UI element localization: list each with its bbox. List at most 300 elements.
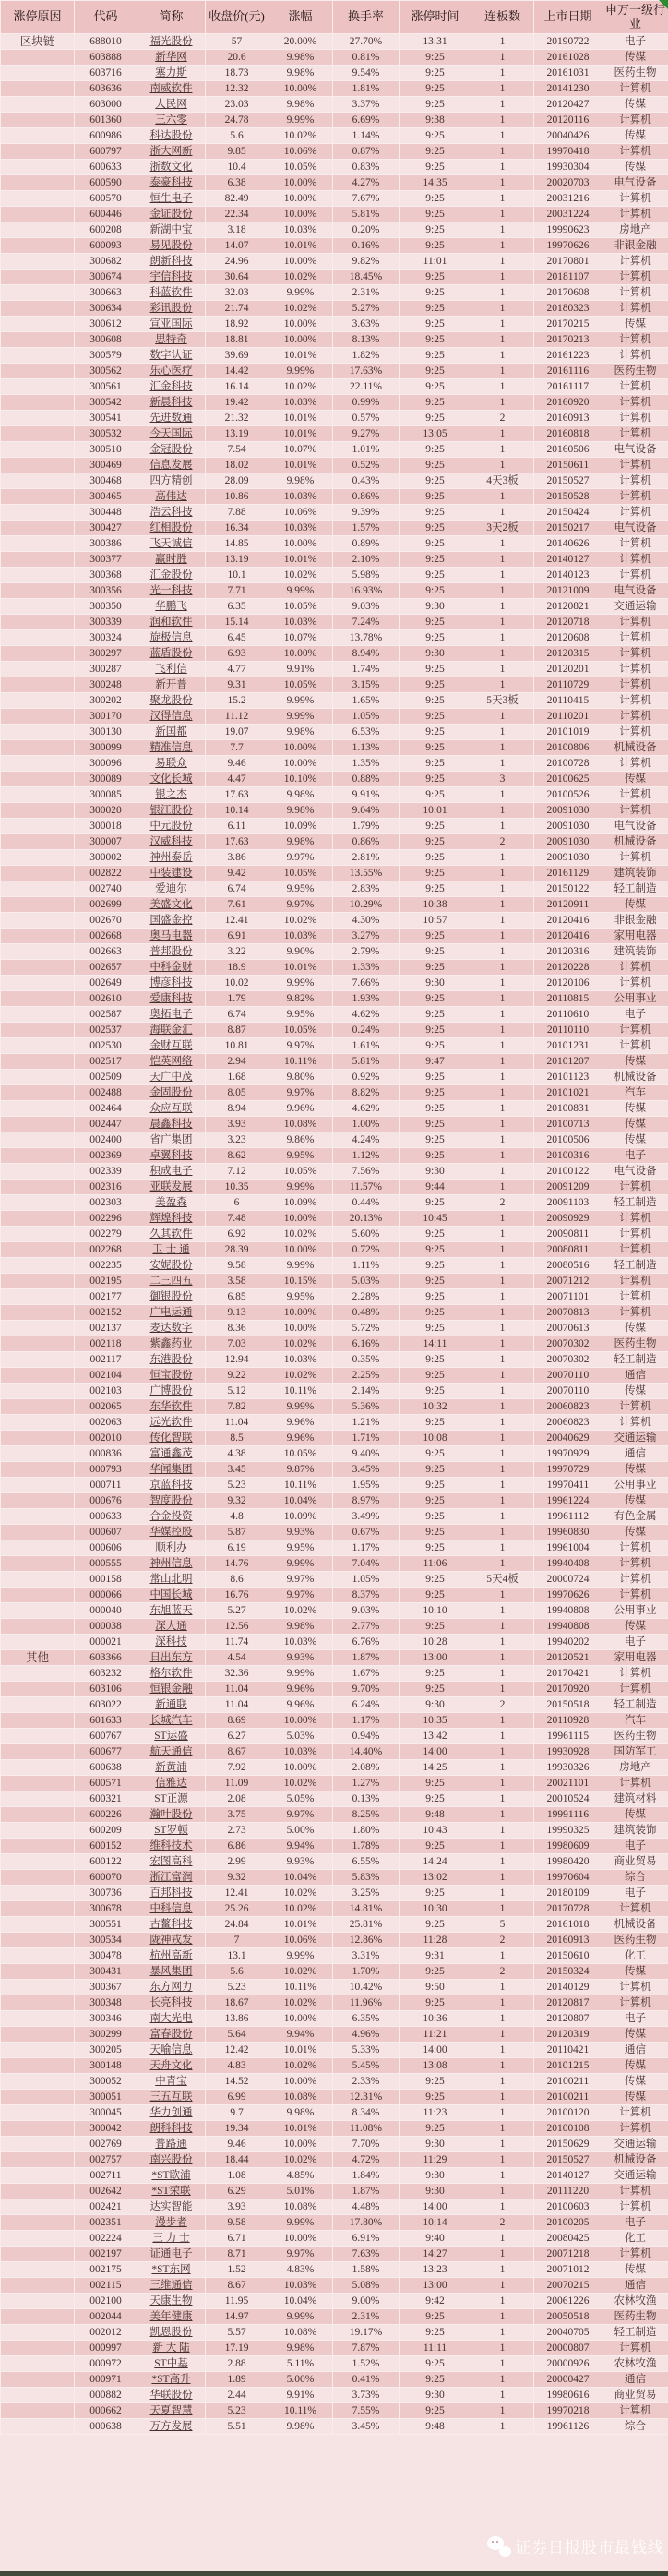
cell-name: 美盈森 (137, 1195, 206, 1211)
cell-industry: 传媒 (602, 1054, 668, 1070)
table-row (1, 834, 668, 850)
cell-industry: 计算机 (602, 2105, 668, 2121)
cell-list-date: 20100506 (534, 1132, 602, 1148)
cell-list-date: 20161129 (534, 866, 602, 881)
cell-turnover: 13.78% (333, 630, 400, 646)
cell-name: 塞力斯 (137, 66, 206, 81)
cell-code: 002197 (75, 2247, 137, 2262)
cell-boards: 1 (471, 2262, 534, 2278)
cell-turnover: 1.11% (333, 1258, 400, 1274)
cell-close: 6.45 (206, 630, 268, 646)
cell-close: 22.34 (206, 207, 268, 222)
cell-list-date: 20100713 (534, 1117, 602, 1132)
cell-change: 10.05% (268, 599, 333, 615)
cell-name: 常山北明 (137, 1572, 206, 1588)
cell-turnover: 25.81% (333, 1917, 400, 1933)
cell-limit-time: 13:31 (400, 34, 471, 50)
cell-boards: 1 (471, 1007, 534, 1023)
cell-turnover: 0.52% (333, 458, 400, 473)
cell-industry: 医药生物 (602, 1729, 668, 1744)
cell-list-date: 20141230 (534, 81, 602, 97)
cell-change: 10.01% (268, 2121, 333, 2137)
cell-limit-time: 9:25 (400, 1274, 471, 1289)
cell-boards: 1 (471, 395, 534, 411)
table-row (1, 709, 668, 725)
cell-code: 000997 (75, 2341, 137, 2356)
cell-turnover: 0.94% (333, 1729, 400, 1744)
cell-close: 1.89 (206, 2372, 268, 2388)
cell-list-date: 20120315 (534, 646, 602, 662)
cell-close: 57 (206, 34, 268, 50)
cell-name: 东港股份 (137, 1352, 206, 1368)
cell-boards: 1 (471, 866, 534, 881)
cell-close: 6.27 (206, 1729, 268, 1744)
cell-industry: 计算机 (602, 568, 668, 583)
cell-boards: 1 (471, 1901, 534, 1917)
cell-industry: 非银金融 (602, 238, 668, 254)
table-row (1, 1085, 668, 1101)
cell-name: 御银股份 (137, 1289, 206, 1305)
cell-code: 300018 (75, 819, 137, 834)
cell-name: 东方网力 (137, 1980, 206, 1995)
cell-change: 9.97% (268, 1588, 333, 1603)
cell-boards: 1 (471, 929, 534, 944)
cell-reason (1, 850, 75, 866)
cell-boards: 1 (471, 1682, 534, 1697)
cell-reason (1, 630, 75, 646)
cell-code: 002279 (75, 1227, 137, 1242)
cell-list-date: 20120316 (534, 944, 602, 960)
cell-name: ST正源 (137, 1791, 206, 1807)
cell-code: 000882 (75, 2388, 137, 2403)
cell-limit-time: 9:25 (400, 1007, 471, 1023)
cell-list-date: 20080425 (534, 2231, 602, 2247)
cell-reason (1, 897, 75, 913)
table-row (1, 34, 668, 50)
cell-reason (1, 1384, 75, 1399)
header-list-date: 上市日期 (534, 1, 602, 34)
cell-limit-time: 9:25 (400, 1415, 471, 1431)
cell-reason (1, 1995, 75, 2011)
table-row (1, 1195, 668, 1211)
cell-change: 9.97% (268, 1572, 333, 1588)
table-row (1, 2388, 668, 2403)
cell-close: 9.32 (206, 1493, 268, 1509)
cell-turnover: 2.10% (333, 552, 400, 568)
cell-boards: 1 (471, 897, 534, 913)
cell-list-date: 19970729 (534, 1462, 602, 1478)
cell-change: 9.99% (268, 1258, 333, 1274)
cell-change: 10.05% (268, 1164, 333, 1180)
cell-close: 9.13 (206, 1305, 268, 1321)
cell-close: 13.86 (206, 2011, 268, 2027)
cell-limit-time: 9:25 (400, 850, 471, 866)
cell-boards: 1 (471, 207, 534, 222)
table-row (1, 677, 668, 693)
cell-code: 002517 (75, 1054, 137, 1070)
cell-name: 银之杰 (137, 787, 206, 803)
cell-turnover: 13.55% (333, 866, 400, 881)
cell-limit-time: 9:25 (400, 207, 471, 222)
cell-reason (1, 364, 75, 379)
cell-code: 300465 (75, 489, 137, 505)
cell-list-date: 19970626 (534, 1588, 602, 1603)
cell-reason (1, 1399, 75, 1415)
cell-close: 5.27 (206, 1603, 268, 1619)
cell-reason (1, 1305, 75, 1321)
cell-name: 旋极信息 (137, 630, 206, 646)
cell-close: 8.69 (206, 1713, 268, 1729)
cell-turnover: 6.16% (333, 1336, 400, 1352)
cell-name: 信雅达 (137, 1776, 206, 1791)
cell-list-date: 20120201 (534, 662, 602, 677)
cell-name: 中科信息 (137, 1901, 206, 1917)
cell-industry: 计算机 (602, 2121, 668, 2137)
table-row (1, 2011, 668, 2027)
cell-turnover: 2.81% (333, 850, 400, 866)
cell-list-date: 20140127 (534, 2168, 602, 2184)
cell-close: 14.85 (206, 536, 268, 552)
cell-industry: 通信 (602, 1368, 668, 1384)
cell-industry: 计算机 (602, 976, 668, 991)
watermark (487, 2534, 664, 2558)
cell-industry: 计算机 (602, 1980, 668, 1995)
cell-limit-time: 13:23 (400, 2262, 471, 2278)
cell-turnover: 1.12% (333, 1148, 400, 1164)
cell-list-date: 20110928 (534, 1713, 602, 1729)
cell-limit-time: 9:25 (400, 2121, 471, 2137)
cell-industry: 医药生物 (602, 66, 668, 81)
cell-change: 9.99% (268, 2215, 333, 2231)
cell-industry: 计算机 (602, 144, 668, 160)
cell-change: 10.01% (268, 426, 333, 442)
cell-name: 恺英网络 (137, 1054, 206, 1070)
cell-name: 维科技术 (137, 1839, 206, 1854)
cell-change: 10.00% (268, 1321, 333, 1336)
cell-change: 10.03% (268, 222, 333, 238)
cell-change: 9.99% (268, 1180, 333, 1195)
cell-change: 10.05% (268, 1023, 333, 1038)
cell-boards: 1 (471, 2074, 534, 2090)
cell-industry: 传媒 (602, 2090, 668, 2105)
cell-name: 神州泰岳 (137, 850, 206, 866)
cell-close: 18.81 (206, 332, 268, 348)
cell-reason (1, 238, 75, 254)
cell-turnover: 6.35% (333, 2011, 400, 2027)
cell-change: 10.00% (268, 207, 333, 222)
cell-turnover: 5.08% (333, 2278, 400, 2294)
cell-close: 12.94 (206, 1352, 268, 1368)
cell-reason (1, 1289, 75, 1305)
cell-industry: 计算机 (602, 395, 668, 411)
cell-list-date: 20161116 (534, 364, 602, 379)
cell-turnover: 1.78% (333, 1839, 400, 1854)
cell-reason (1, 2403, 75, 2419)
cell-name: 长城汽车 (137, 1713, 206, 1729)
table-row (1, 1446, 668, 1462)
cell-name: 久其软件 (137, 1227, 206, 1242)
cell-limit-time: 9:25 (400, 2372, 471, 2388)
cell-change: 9.93% (268, 1854, 333, 1870)
cell-limit-time: 9:25 (400, 1195, 471, 1211)
header-reason: 涨停原因 (1, 1, 75, 34)
cell-change: 9.96% (268, 1431, 333, 1446)
table-row (1, 1886, 668, 1901)
cell-boards: 1 (471, 1305, 534, 1321)
cell-close: 4.77 (206, 662, 268, 677)
table-row (1, 1023, 668, 1038)
cell-limit-time: 10:30 (400, 1901, 471, 1917)
cell-limit-time: 9:25 (400, 740, 471, 756)
cell-code: 600446 (75, 207, 137, 222)
cell-boards: 1 (471, 1650, 534, 1666)
cell-turnover: 7.66% (333, 976, 400, 991)
cell-code: 300377 (75, 552, 137, 568)
cell-list-date: 20070302 (534, 1336, 602, 1352)
cell-close: 7.88 (206, 505, 268, 521)
table-row (1, 1823, 668, 1839)
cell-limit-time: 9:25 (400, 1619, 471, 1635)
cell-list-date: 20100806 (534, 740, 602, 756)
cell-list-date: 20000807 (534, 2341, 602, 2356)
cell-close: 4.8 (206, 1509, 268, 1525)
cell-limit-time: 11:21 (400, 2027, 471, 2043)
cell-reason (1, 1713, 75, 1729)
cell-boards: 2 (471, 1964, 534, 1980)
cell-turnover: 4.48% (333, 2199, 400, 2215)
cell-name: *ST东网 (137, 2262, 206, 2278)
cell-name: 新晨科技 (137, 395, 206, 411)
cell-boards: 1 (471, 630, 534, 646)
cell-close: 14.52 (206, 2074, 268, 2090)
cell-change: 9.80% (268, 1070, 333, 1085)
cell-change: 10.03% (268, 521, 333, 536)
cell-reason (1, 615, 75, 630)
cell-boards: 1 (471, 1886, 534, 1901)
cell-code: 002587 (75, 1007, 137, 1023)
cell-industry: 传媒 (602, 1619, 668, 1635)
cell-close: 28.39 (206, 1242, 268, 1258)
table-row (1, 2184, 668, 2199)
cell-list-date: 20120416 (534, 913, 602, 929)
cell-close: 5.57 (206, 2325, 268, 2341)
cell-industry: 交通运输 (602, 599, 668, 615)
cell-list-date: 20100211 (534, 2074, 602, 2090)
cell-industry: 计算机 (602, 1038, 668, 1054)
cell-industry: 计算机 (602, 1415, 668, 1431)
cell-name: 润和软件 (137, 615, 206, 630)
cell-boards: 1 (471, 2137, 534, 2152)
cell-industry: 计算机 (602, 270, 668, 285)
table-row (1, 1164, 668, 1180)
cell-boards: 1 (471, 1744, 534, 1760)
cell-boards: 1 (471, 944, 534, 960)
table-row (1, 2215, 668, 2231)
cell-boards: 1 (471, 960, 534, 976)
cell-reason (1, 1980, 75, 1995)
cell-code: 600570 (75, 191, 137, 207)
table-row (1, 1321, 668, 1336)
cell-boards: 1 (471, 2105, 534, 2121)
cell-boards: 1 (471, 1384, 534, 1399)
cell-turnover: 1.87% (333, 2184, 400, 2199)
cell-reason (1, 2058, 75, 2074)
cell-industry: 电子 (602, 2215, 668, 2231)
cell-name: 人民网 (137, 97, 206, 113)
cell-reason (1, 1760, 75, 1776)
cell-boards: 1 (471, 1038, 534, 1054)
cell-close: 24.78 (206, 113, 268, 128)
cell-close: 11.74 (206, 1635, 268, 1650)
cell-reason (1, 1132, 75, 1148)
cell-reason (1, 1540, 75, 1556)
cell-close: 6 (206, 1195, 268, 1211)
cell-code: 002316 (75, 1180, 137, 1195)
cell-reason (1, 411, 75, 426)
cell-limit-time: 9:25 (400, 1525, 471, 1540)
cell-name: 中元股份 (137, 819, 206, 834)
cell-change: 10.04% (268, 2294, 333, 2309)
cell-industry: 计算机 (602, 1540, 668, 1556)
cell-list-date: 20080516 (534, 1258, 602, 1274)
cell-close: 10.14 (206, 803, 268, 819)
cell-boards: 1 (471, 301, 534, 317)
cell-name: 达实智能 (137, 2199, 206, 2215)
cell-list-date: 19970604 (534, 1870, 602, 1886)
table-row (1, 1729, 668, 1744)
cell-list-date: 20000926 (534, 2356, 602, 2372)
cell-industry: 计算机 (602, 1682, 668, 1697)
table-row (1, 1101, 668, 1117)
cell-reason (1, 1242, 75, 1258)
table-row (1, 1572, 668, 1588)
cell-industry: 机械设备 (602, 834, 668, 850)
cell-name: 科蓝软件 (137, 285, 206, 301)
cell-reason (1, 2074, 75, 2090)
cell-limit-time: 9:30 (400, 2184, 471, 2199)
cell-name: 飞天诚信 (137, 536, 206, 552)
table-row (1, 1901, 668, 1917)
table-row (1, 1509, 668, 1525)
cell-industry: 农林牧渔 (602, 2356, 668, 2372)
cell-close: 3.45 (206, 1462, 268, 1478)
cell-close: 6.29 (206, 2184, 268, 2199)
cell-change: 10.00% (268, 536, 333, 552)
cell-change: 10.00% (268, 1242, 333, 1258)
cell-turnover: 6.55% (333, 1854, 400, 1870)
cell-list-date: 19970929 (534, 1446, 602, 1462)
cell-name: 智度股份 (137, 1493, 206, 1509)
cell-industry: 通信 (602, 1446, 668, 1462)
cell-boards: 1 (471, 1085, 534, 1101)
cell-code: 300542 (75, 395, 137, 411)
table-row (1, 1242, 668, 1258)
table-row (1, 348, 668, 364)
cell-turnover: 0.35% (333, 1352, 400, 1368)
cell-code: 002118 (75, 1336, 137, 1352)
cell-name: 辉煌科技 (137, 1211, 206, 1227)
cell-limit-time: 9:25 (400, 1886, 471, 1901)
cell-close: 19.07 (206, 725, 268, 740)
cell-list-date: 20101215 (534, 2058, 602, 2074)
cell-name: 紫鑫药业 (137, 1336, 206, 1352)
header-turnover: 换手率 (333, 1, 400, 34)
cell-limit-time: 9:25 (400, 521, 471, 536)
cell-turnover: 0.13% (333, 1791, 400, 1807)
cell-boards: 1 (471, 348, 534, 364)
cell-turnover: 0.86% (333, 489, 400, 505)
cell-reason (1, 944, 75, 960)
cell-turnover: 1.05% (333, 1572, 400, 1588)
cell-reason (1, 1697, 75, 1713)
wechat-icon (487, 2536, 511, 2557)
cell-limit-time: 9:25 (400, 128, 471, 144)
table-row (1, 2027, 668, 2043)
cell-change: 10.02% (268, 1995, 333, 2011)
cell-close: 3.18 (206, 222, 268, 238)
cell-turnover: 1.01% (333, 442, 400, 458)
cell-change: 9.98% (268, 66, 333, 81)
cell-limit-time: 9:25 (400, 348, 471, 364)
cell-list-date: 20101123 (534, 1070, 602, 1085)
cell-reason (1, 2309, 75, 2325)
table-row (1, 1336, 668, 1352)
cell-list-date: 20080811 (534, 1242, 602, 1258)
cell-code: 300339 (75, 615, 137, 630)
table-row (1, 66, 668, 81)
header-boards: 连板数 (471, 1, 534, 34)
cell-name: 恒宝股份 (137, 1368, 206, 1384)
cell-boards: 1 (471, 1289, 534, 1305)
cell-name: 普路通 (137, 2137, 206, 2152)
cell-boards: 1 (471, 2247, 534, 2262)
cell-close: 17.63 (206, 787, 268, 803)
cell-industry: 计算机 (602, 646, 668, 662)
cell-industry: 轻工制造 (602, 1258, 668, 1274)
cell-industry: 计算机 (602, 1023, 668, 1038)
cell-limit-time: 9:25 (400, 1117, 471, 1132)
cell-boards: 1 (471, 50, 534, 66)
cell-name: 南大光电 (137, 2011, 206, 2027)
cell-list-date: 19940808 (534, 1619, 602, 1635)
table-row (1, 285, 668, 301)
cell-close: 17.19 (206, 2341, 268, 2356)
cell-change: 10.11% (268, 1478, 333, 1493)
cell-reason (1, 285, 75, 301)
cell-boards: 1 (471, 34, 534, 50)
cell-reason (1, 2341, 75, 2356)
table-row (1, 1148, 668, 1164)
cell-change: 9.98% (268, 803, 333, 819)
cell-industry: 计算机 (602, 615, 668, 630)
cell-list-date: 20070110 (534, 1368, 602, 1384)
cell-turnover: 9.82% (333, 254, 400, 270)
cell-turnover: 1.87% (333, 1650, 400, 1666)
cell-list-date: 19961224 (534, 1493, 602, 1509)
cell-code: 000971 (75, 2372, 137, 2388)
cell-turnover: 6.69% (333, 113, 400, 128)
cell-close: 5.6 (206, 1964, 268, 1980)
cell-name: 万方发展 (137, 2419, 206, 2435)
cell-code: 002369 (75, 1148, 137, 1164)
cell-industry: 计算机 (602, 693, 668, 709)
table-row (1, 191, 668, 207)
cell-change: 9.99% (268, 364, 333, 379)
cell-list-date: 20100526 (534, 787, 602, 803)
cell-list-date: 20031224 (534, 207, 602, 222)
cell-turnover: 3.27% (333, 929, 400, 944)
cell-close: 3.75 (206, 1807, 268, 1823)
